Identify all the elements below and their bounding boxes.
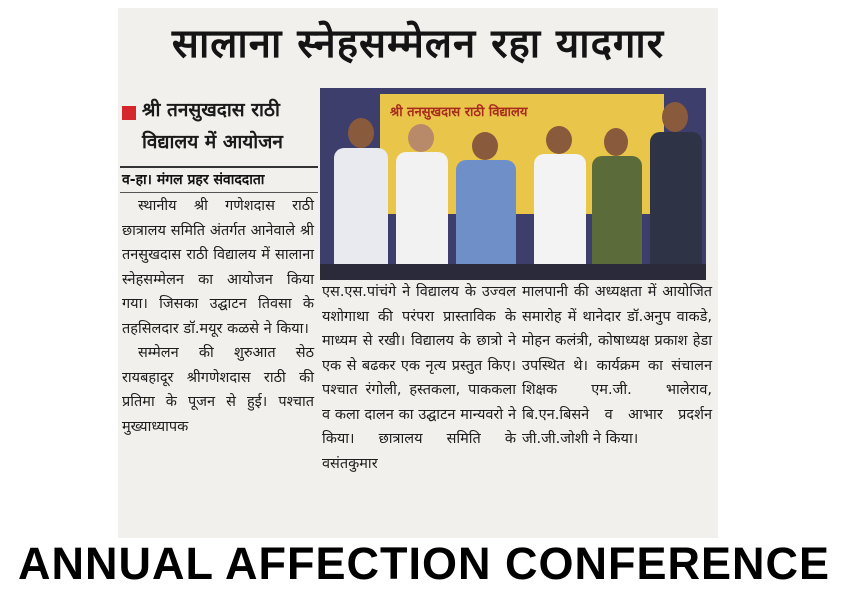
column-paragraph: स्थानीय श्री गणेशदास राठी छात्रालय समिति अंतर्गत आनेवाले श्री तनसुखदास राठी विद्यालय में सालाना स्नेहसम्मेलन का आयोजन किया गया। जिसका उद्घाटन तिवसा के तहसिलदार डॉ.मयूर कळसे ने किया। bbox=[122, 198, 314, 337]
article-column-2: एस.एस.पांचंगे ने विद्यालय के उज्वल यशोगाथा की परंपरा प्रास्ताविक के माध्यम से रखी। विद्यालय के छात्रो ने एक से बढकर एक नृत्य प्रस्तुत किए। पश्चात रंगोली, हस्तकला, पाककला व कला दालन का उद्घाटन मान्यवरो ने किया। छात्रालय समिति के वसंतकुमार bbox=[322, 284, 516, 472]
article-column-1 bbox=[122, 194, 314, 439]
column-paragraph: सम्मेलन की शुरुआत सेठ रायबहादूर श्रीगणेशदास राठी की प्रतिमा के पूजन से हुई। पश्चात मुख्याध्यापक bbox=[122, 345, 314, 435]
article-dateline: व-हा। मंगल प्रहर संवाददाता bbox=[122, 172, 265, 188]
article-subhead: श्री तनसुखदास राठी विद्यालय में आयोजन bbox=[142, 99, 283, 153]
subhead-marker bbox=[122, 106, 136, 120]
english-caption: ANNUAL AFFECTION CONFERENCE bbox=[18, 538, 830, 589]
divider-rule bbox=[120, 192, 318, 193]
newspaper-clipping bbox=[118, 8, 718, 538]
article-column-3: मालपानी की अध्यक्षता में आयोजित समारोह में थानेदार डॉ.अनुप वाकडे, मोहन कलंत्री, कोषाध्यक्ष प्रकाश हेडा उपस्थित थे। कार्यक्रम का संचालन शिक्षक एम.जी. भालेराव, बि.एन.बिसने व आभार प्रदर्शन जी.जी.जोशी ने किया। bbox=[522, 284, 712, 447]
divider-rule bbox=[120, 166, 318, 168]
event-photo bbox=[320, 88, 706, 280]
photo-banner-text: श्री तनसुखदास राठी विद्यालय bbox=[390, 105, 528, 120]
photo-floor bbox=[320, 264, 706, 280]
article-headline: सालाना स्नेहसम्मेलन रहा यादगार bbox=[171, 21, 665, 67]
